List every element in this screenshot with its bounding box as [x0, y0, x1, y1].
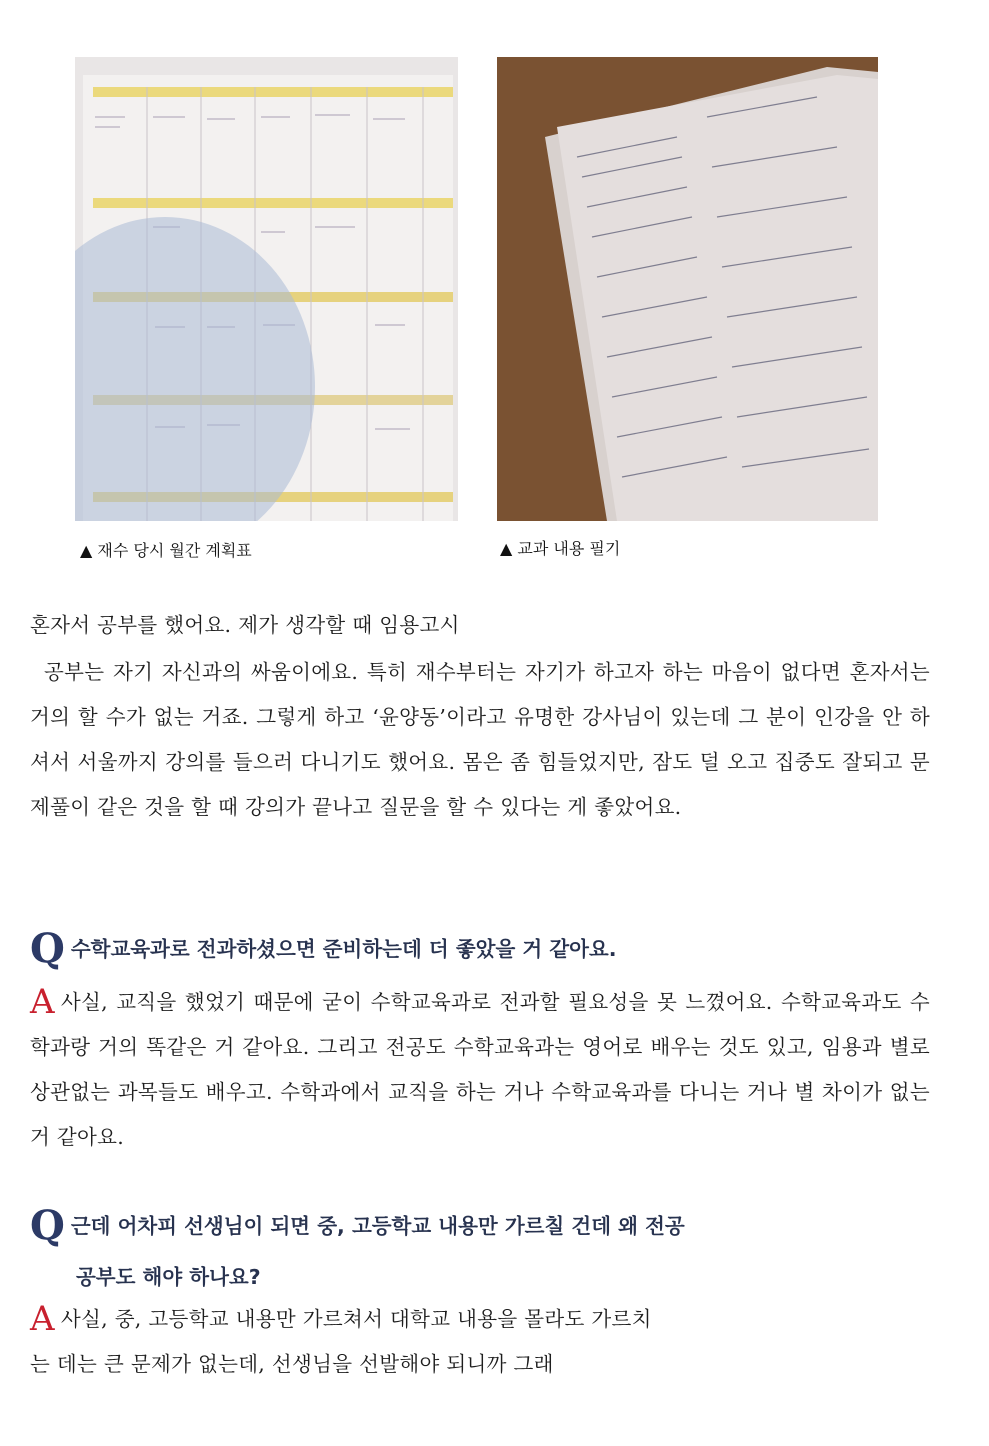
answer-letter: A	[30, 1299, 55, 1339]
question-1	[30, 925, 617, 972]
answer-2-line-2: 는 데는 큰 문제가 없는데, 선생님을 선발해야 되니까 그래	[30, 1352, 554, 1376]
answer-2-line-1: 사실, 중, 고등학교 내용만 가르쳐서 대학교 내용을 몰라도 가르치	[60, 1307, 652, 1331]
question-2-continued: 공부도 해야 하나요?	[76, 1265, 261, 1289]
question-2	[30, 1202, 685, 1249]
question-letter: Q	[30, 925, 65, 972]
study-notes-image	[497, 57, 878, 521]
intro-paragraph-text: 공부는 자기 자신과의 싸움이에요. 특히 재수부터는 자기가 하고자 하는 마음이 없다면 혼자서는 거의 할 수가 없는 거죠. 그렇게 하고 ‘윤양동’이라고 유명한 강사님이 있는데 그 분이 인강을 안 하셔서 서울까지 강의를 들으러 다니기도 했어요. 몸은 좀 힘들었지만, 잠도 덜 오고 집중도 잘되고 문제풀이 같은 것을 할 때 강의가 끝나고 질문을 할 수 있다는 게 좋았어요.	[30, 660, 930, 819]
monthly-plan-photo	[75, 57, 458, 521]
intro-line-text: 혼자서 공부를 했어요. 제가 생각할 때 임용고시	[30, 613, 460, 637]
answer-1	[30, 980, 930, 1160]
figure-caption-monthly-plan: ▲ 재수 당시 월간 계획표	[80, 541, 252, 560]
figure-caption-study-notes: ▲ 교과 내용 필기	[500, 539, 621, 558]
question-1-text: 수학교육과로 전과하셨으면 준비하는데 더 좋았을 거 같아요.	[70, 937, 617, 961]
answer-1-text: 사실, 교직을 했었기 때문에 굳이 수학교육과로 전과할 필요성을 못 느꼈어요. 수학교육과도 수학과랑 거의 똑같은 거 같아요. 그리고 전공도 수학교육과는 영어로 배우는 것도 있고, 임용과 별로 상관없는 과목들도 배우고. 수학과에서 교직을 하는 거나 수학교육과를 다니는 거나 별 차이가 없는 거 같아요.	[30, 990, 930, 1149]
answer-2	[30, 1297, 930, 1387]
answer-letter: A	[30, 982, 55, 1022]
intro-paragraph	[30, 650, 930, 830]
question-letter: Q	[30, 1202, 65, 1249]
study-notes-photo	[497, 57, 878, 521]
monthly-plan-image	[75, 57, 458, 521]
intro-line	[30, 603, 930, 648]
question-2-text: 근데 어차피 선생님이 되면 중, 고등학교 내용만 가르칠 건데 왜 전공	[70, 1214, 685, 1238]
